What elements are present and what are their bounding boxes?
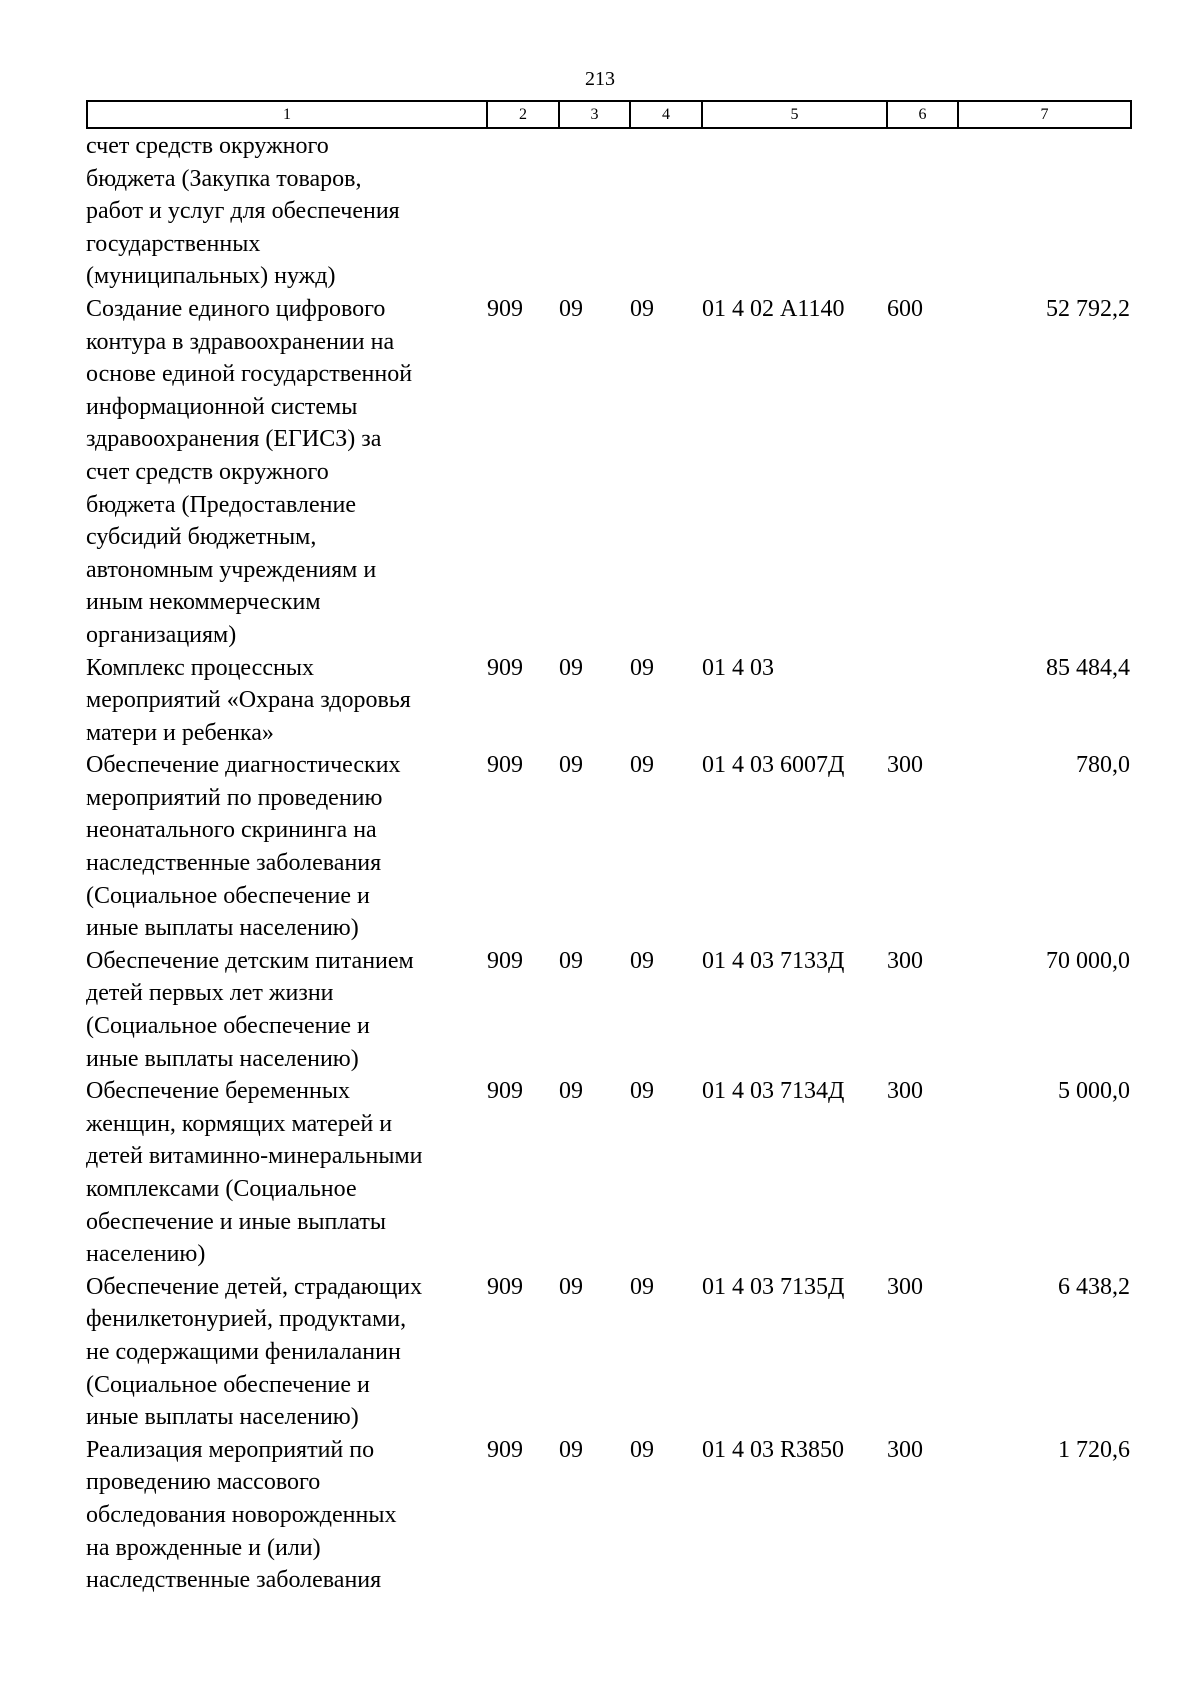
row-description: Создание единого цифрового контура в здравоохранении на основе единой государственной информационной системы здравоохранения (ЕГИСЗ) за счет средств окружного бюджета (Предоставление субсидий бюджетным, автономным учреждениям и иным некоммерческим организациям) bbox=[86, 295, 413, 648]
row-gr-code: 909 bbox=[487, 1078, 523, 1105]
column-header-7: 7 bbox=[958, 101, 1131, 128]
row-subsection-code: 09 bbox=[630, 1273, 654, 1300]
row-subsection-code: 09 bbox=[630, 752, 654, 779]
row-section-code: 09 bbox=[559, 752, 583, 779]
row-target-article-code: 01 4 03 6007Д bbox=[702, 752, 845, 779]
column-header-2: 2 bbox=[487, 101, 559, 128]
row-subsection-code: 09 bbox=[630, 947, 654, 974]
table-row bbox=[86, 1075, 1130, 1271]
row-target-article-code: 01 4 03 R3850 bbox=[702, 1436, 845, 1463]
row-subsection-code: 09 bbox=[630, 295, 654, 322]
row-description: Обеспечение детей, страдающих фенилкетонурией, продуктами, не содержащими фенилаланин (Социальное обеспечение и иные выплаты населению) bbox=[86, 1273, 423, 1431]
row-section-code: 09 bbox=[559, 1273, 583, 1300]
row-target-article-code: 01 4 02 А1140 bbox=[702, 295, 845, 322]
row-target-article-code: 01 4 03 7133Д bbox=[702, 947, 845, 974]
row-amount: 85 484,4 bbox=[1046, 654, 1130, 681]
row-gr-code: 909 bbox=[487, 295, 523, 322]
row-subsection-code: 09 bbox=[630, 654, 654, 681]
row-target-article-code: 01 4 03 bbox=[702, 654, 774, 681]
row-gr-code: 909 bbox=[487, 1273, 523, 1300]
row-subsection-code: 09 bbox=[630, 1436, 654, 1463]
row-description: Обеспечение беременных женщин, кормящих матерей и детей витаминно-минеральными комплексами (Социальное обеспечение и иные выплаты населению) bbox=[86, 1078, 423, 1268]
column-header-3: 3 bbox=[559, 101, 630, 128]
column-header-4: 4 bbox=[630, 101, 702, 128]
row-section-code: 09 bbox=[559, 1078, 583, 1105]
table-row bbox=[86, 749, 1130, 945]
row-description: Реализация мероприятий по проведению массового обследования новорожденных на врожденные и (или) наследственные заболевания bbox=[86, 1436, 397, 1594]
table-row bbox=[86, 652, 1130, 750]
table-row bbox=[86, 945, 1130, 1075]
row-gr-code: 909 bbox=[487, 947, 523, 974]
row-section-code: 09 bbox=[559, 947, 583, 974]
row-subsection-code: 09 bbox=[630, 1078, 654, 1105]
row-expense-type-code: 300 bbox=[887, 947, 923, 974]
column-header-5: 5 bbox=[702, 101, 887, 128]
table-row bbox=[86, 1271, 1130, 1434]
row-section-code: 09 bbox=[559, 1436, 583, 1463]
budget-table-body bbox=[86, 130, 1130, 1597]
row-amount: 70 000,0 bbox=[1046, 947, 1130, 974]
column-header-1: 1 bbox=[87, 101, 487, 128]
row-gr-code: 909 bbox=[487, 752, 523, 779]
row-target-article-code: 01 4 03 7135Д bbox=[702, 1273, 845, 1300]
row-gr-code: 909 bbox=[487, 1436, 523, 1463]
row-amount: 1 720,6 bbox=[1058, 1436, 1130, 1463]
table-row bbox=[86, 293, 1130, 652]
row-description: Обеспечение диагностических мероприятий по проведению неонатального скрининга на наследственные заболевания (Социальное обеспечение и иные выплаты населению) bbox=[86, 752, 401, 942]
row-amount: 6 438,2 bbox=[1058, 1273, 1130, 1300]
row-description: Комплекс процессных мероприятий «Охрана здоровья матери и ребенка» bbox=[86, 654, 411, 746]
row-expense-type-code: 300 bbox=[887, 752, 923, 779]
table-row bbox=[86, 1434, 1130, 1597]
page-number: 213 bbox=[585, 68, 615, 90]
row-amount: 780,0 bbox=[1076, 752, 1130, 779]
row-description: Обеспечение детским питанием детей первых лет жизни (Социальное обеспечение и иные выплаты населению) bbox=[86, 947, 414, 1072]
column-header-6: 6 bbox=[887, 101, 958, 128]
column-header-table bbox=[86, 100, 1132, 129]
row-description: счет средств окружного бюджета (Закупка товаров, работ и услуг для обеспечения государственных (муниципальных) нужд) bbox=[86, 133, 400, 290]
row-section-code: 09 bbox=[559, 654, 583, 681]
row-expense-type-code: 300 bbox=[887, 1078, 923, 1105]
row-expense-type-code: 300 bbox=[887, 1436, 923, 1463]
row-target-article-code: 01 4 03 7134Д bbox=[702, 1078, 845, 1105]
row-amount: 5 000,0 bbox=[1058, 1078, 1130, 1105]
row-amount: 52 792,2 bbox=[1046, 295, 1130, 322]
row-expense-type-code: 300 bbox=[887, 1273, 923, 1300]
row-section-code: 09 bbox=[559, 295, 583, 322]
row-expense-type-code: 600 bbox=[887, 295, 923, 322]
column-header-row bbox=[87, 101, 1131, 128]
row-gr-code: 909 bbox=[487, 654, 523, 681]
table-row bbox=[86, 130, 1130, 293]
